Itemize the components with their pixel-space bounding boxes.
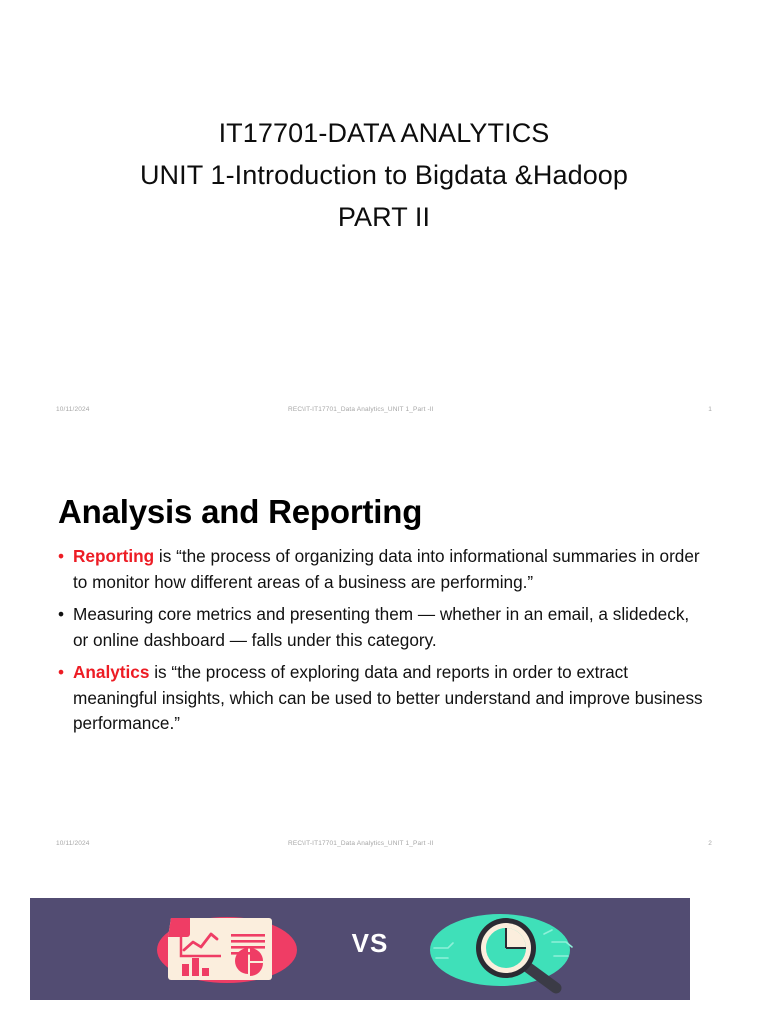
bullet-text: Measuring core metrics and presenting them — whether in an email, a slidedeck, or online dashboard — falls under this category. xyxy=(73,604,690,650)
magnifying-glass-analytics-icon xyxy=(420,904,610,996)
slide-footer-1 xyxy=(56,406,712,418)
footer-date: 10/11/2024 xyxy=(56,406,90,413)
list-item xyxy=(56,602,704,653)
vs-label: VS xyxy=(351,928,389,958)
bullet-marker-icon: • xyxy=(58,662,65,682)
footer-page-number: 1 xyxy=(708,406,712,413)
title-line-1: IT17701-DATA ANALYTICS xyxy=(218,118,550,148)
page-title xyxy=(64,112,704,238)
footer-path: REC\IT-IT17701_Data Analytics_UNIT 1_Part -II xyxy=(288,840,434,847)
report-document-icon xyxy=(135,906,320,992)
bullet-text: is “the process of exploring data and reports in order to extract meaningful insights, which can be used to better understand and improve business performance.” xyxy=(73,662,703,733)
content-slide xyxy=(0,432,768,872)
footer-page-number: 2 xyxy=(708,840,712,847)
banner-artwork xyxy=(30,898,690,1000)
title-line-3: PART II xyxy=(337,202,431,232)
slide-footer-2 xyxy=(56,840,712,852)
content-heading: Analysis and Reporting xyxy=(58,493,423,531)
title-line-2: UNIT 1-Introduction to Bigdata &Hadoop xyxy=(139,160,629,190)
reporting-vs-analytics-banner xyxy=(30,898,690,1000)
bullet-list xyxy=(56,544,704,744)
title-slide xyxy=(0,0,768,430)
list-item xyxy=(56,544,704,595)
bullet-text: is “the process of organizing data into informational summaries in order to monitor how different areas of a business are performing.” xyxy=(73,546,700,592)
bullet-keyword: Analytics xyxy=(73,662,150,682)
bullet-keyword: Reporting xyxy=(73,546,155,566)
bullet-marker-icon: • xyxy=(58,546,65,566)
list-item xyxy=(56,660,704,737)
footer-date: 10/11/2024 xyxy=(56,840,90,847)
bullet-marker-icon: • xyxy=(58,604,65,624)
footer-path: REC\IT-IT17701_Data Analytics_UNIT 1_Part -II xyxy=(288,406,434,413)
